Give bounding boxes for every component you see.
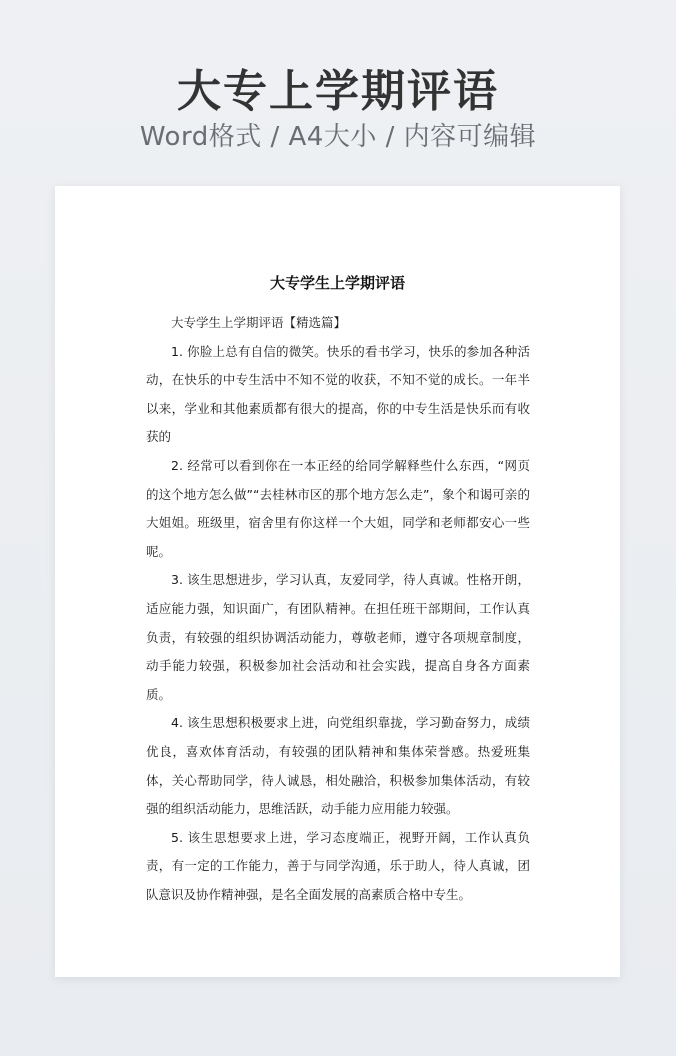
document-intro: 大专学生上学期评语【精选篇】: [171, 315, 347, 330]
banner-title: 大专上学期评语: [177, 66, 499, 117]
document-title: 大专学生上学期评语: [269, 274, 405, 292]
paragraph-1: 1. 你脸上总有自信的微笑。快乐的看书学习，快乐的参加各种活动，在快乐的中专生活中不知不觉的收获，不知不觉的成长。一年半以来，学业和其他素质都有很大的提高，你的中专生活是快乐而有收获的: [146, 343, 530, 445]
paragraph-4: 4. 该生思想积极要求上进，向党组织靠拢，学习勤奋努力，成绩优良，喜欢体育活动，有较强的团队精神和集体荣誉感。热爱班集体，关心帮助同学，待人诚恳，相处融洽，积极参加集体活动，有较强的组织活动能力，思维活跃，动手能力应用能力较强。: [146, 715, 530, 817]
document-body: [146, 309, 530, 909]
banner-subtitle: Word格式 / A4大小 / 内容可编辑: [139, 122, 537, 152]
paragraph-2: 2. 经常可以看到你在一本正经的给同学解释些什么东西，“网页的这个地方怎么做”“去桂林市区的那个地方怎么走”，象个和谒可亲的大姐姐。班级里，宿舍里有你这样一个大姐，同学和老师都安心一些呢。: [146, 457, 530, 559]
header-banner: [0, 0, 676, 186]
paragraph-5: 5. 该生思想要求上进，学习态度端正，视野开阔，工作认真负责，有一定的工作能力，善于与同学沟通，乐于助人，待人真诚，团队意识及协作精神强，是名全面发展的高素质合格中专生。: [146, 829, 530, 902]
document-page: [55, 186, 620, 977]
paragraph-3: 3. 该生思想进步，学习认真，友爱同学，待人真诚。性格开朗，适应能力强，知识面广，有团队精神。在担任班干部期间，工作认真负责，有较强的组织协调活动能力，尊敬老师，遵守各项规章制度，动手能力较强，积极参加社会活动和社会实践，提高自身各方面素质。: [146, 572, 530, 702]
